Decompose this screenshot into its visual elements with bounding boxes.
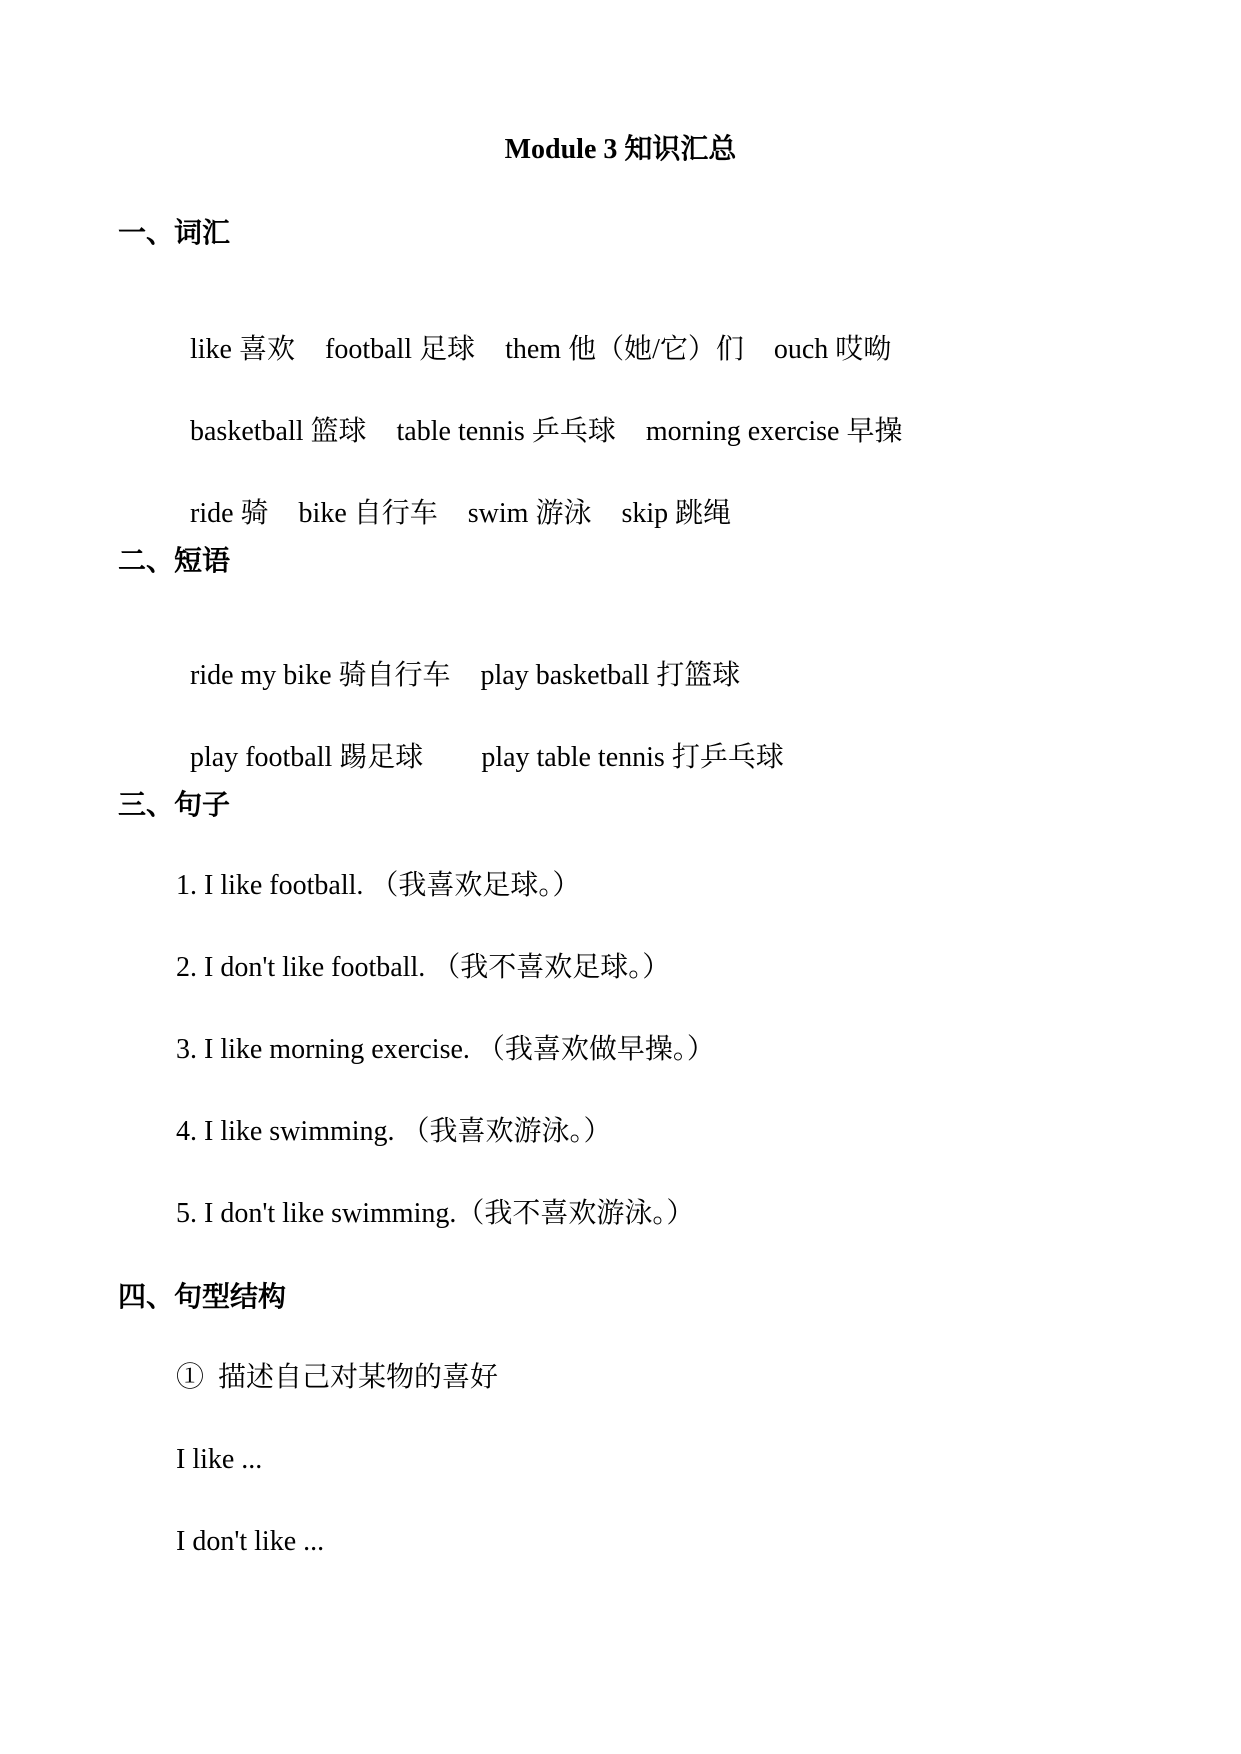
vocab-item: skip 跳绳 (621, 498, 732, 529)
vocab-item: ride 骑 (190, 498, 269, 529)
phrases-line-1 (176, 622, 740, 694)
sentence-item: 3. I like morning exercise. （我喜欢做早操。） (176, 1034, 715, 1065)
vocab-item: table tennis 乒乓球 (396, 416, 616, 447)
sentence-item: 4. I like swimming. （我喜欢游泳。） (176, 1116, 612, 1147)
vocab-item: them 他（她/它）们 (505, 334, 744, 365)
vocab-item: basketball 篮球 (190, 416, 367, 447)
phrase-item: play basketball 打篮球 (480, 660, 741, 691)
phrases-line-2 (176, 704, 784, 776)
section-heading-vocabulary: 一、词汇 (118, 218, 231, 249)
page-title: Module 3 知识汇总 (504, 134, 737, 165)
vocabulary-line-3 (176, 460, 731, 532)
pattern-item: ① 描述自己对某物的喜好 (176, 1362, 499, 1393)
vocab-item: bike 自行车 (298, 498, 438, 529)
vocab-item: swim 游泳 (467, 498, 592, 529)
vocabulary-line-2 (176, 378, 902, 450)
sentence-item: 2. I don't like football. （我不喜欢足球。） (176, 952, 671, 983)
vocabulary-line-1 (176, 296, 891, 368)
section-heading-phrases: 二、短语 (118, 546, 231, 577)
vocab-item: football 足球 (325, 334, 476, 365)
vocab-item: ouch 哎呦 (773, 334, 892, 365)
sentence-item: 5. I don't like swimming.（我不喜欢游泳。） (176, 1198, 695, 1229)
phrase-item: play table tennis 打乒乓球 (481, 742, 784, 773)
section-heading-sentences: 三、句子 (118, 790, 231, 821)
section-heading-sentence-patterns: 四、句型结构 (118, 1282, 287, 1313)
pattern-item: I don't like ... (176, 1526, 325, 1557)
vocab-item: morning exercise 早操 (645, 416, 903, 447)
phrase-item: play football 踢足球 (190, 742, 424, 773)
vocab-item: like 喜欢 (190, 334, 295, 365)
pattern-item: I like ... (176, 1444, 263, 1475)
sentence-item: 1. I like football. （我喜欢足球。） (176, 870, 581, 901)
phrase-item: ride my bike 骑自行车 (190, 660, 451, 691)
